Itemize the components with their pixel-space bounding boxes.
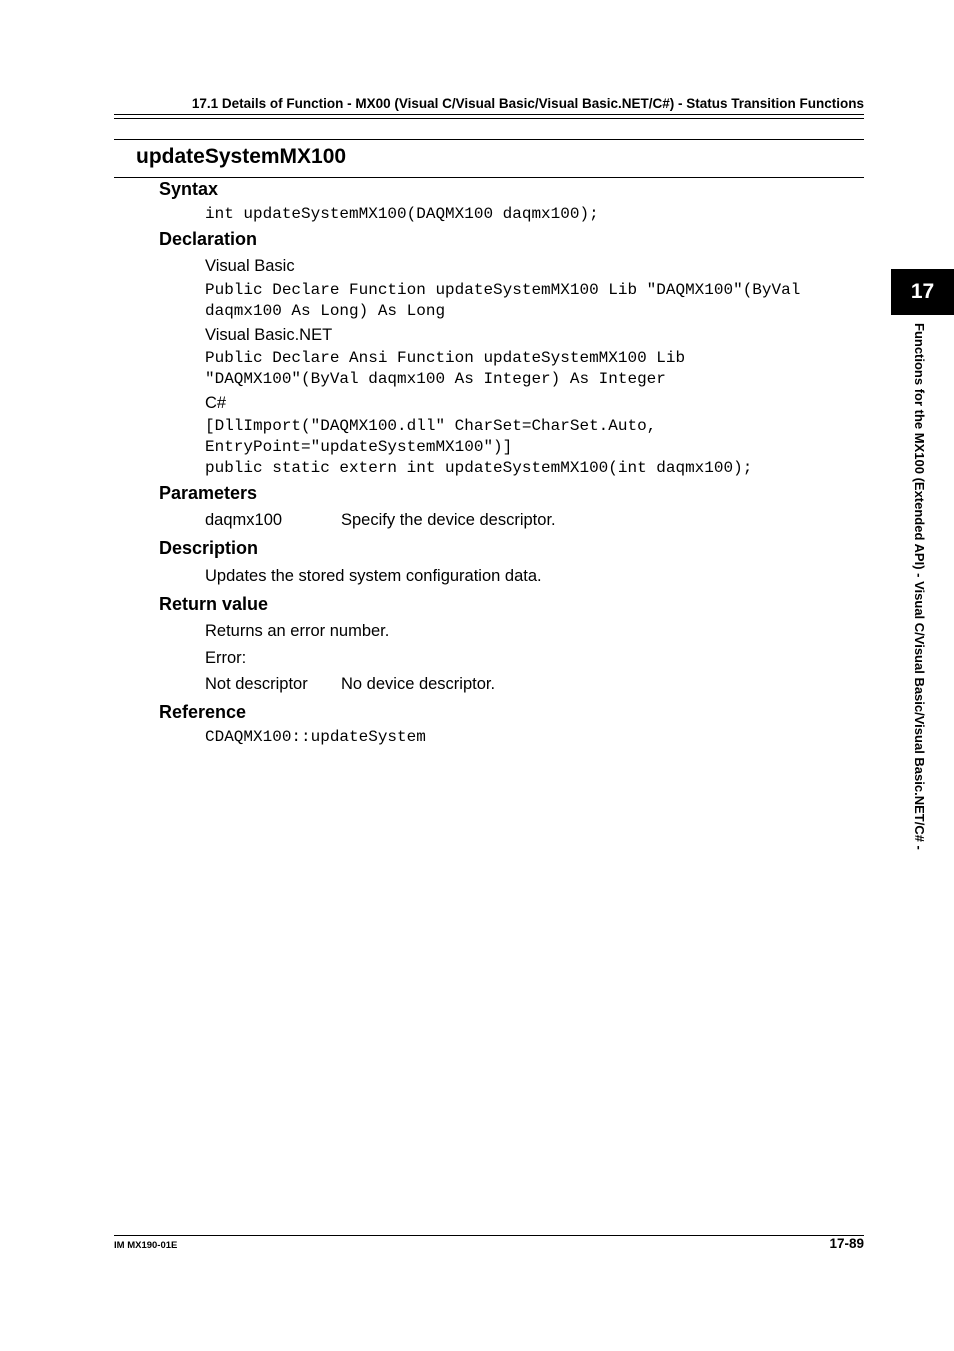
parameter-description: Specify the device descriptor. <box>341 511 556 529</box>
declaration-heading: Declaration <box>159 229 258 249</box>
vb-code-line-1: Public Declare Function updateSystemMX100 Lib "DAQMX100"(ByVal <box>205 281 801 299</box>
footer-page-number: 17-89 <box>829 1236 864 1251</box>
cs-label: C# <box>205 394 227 412</box>
parameter-name: daqmx100 <box>205 511 283 529</box>
footer-doc-id: IM MX190-01E <box>114 1240 178 1251</box>
description-heading: Description <box>159 538 259 558</box>
error-description: No device descriptor. <box>341 675 496 693</box>
cs-code-line-1: [DllImport("DAQMX100.dll" CharSet=CharSet.Auto, <box>205 417 657 435</box>
vb-code-line-2: daqmx100 As Long) As Long <box>205 302 446 320</box>
title-rule-bottom <box>114 177 864 178</box>
chapter-side-title: Functions for the MX100 (Extended API) - Visual C/Visual Basic/Visual Basic.NET/C# - <box>912 323 927 850</box>
reference-heading: Reference <box>159 702 247 722</box>
title-rule-top <box>114 139 864 140</box>
parameters-heading: Parameters <box>159 483 258 503</box>
syntax-code: int updateSystemMX100(DAQMX100 daqmx100); <box>205 205 599 223</box>
error-label: Error: <box>205 649 247 667</box>
syntax-heading: Syntax <box>159 179 219 199</box>
vbnet-label: Visual Basic.NET <box>205 326 333 344</box>
error-name: Not descriptor <box>205 675 308 693</box>
cs-code-line-3: public static extern int updateSystemMX100(int daqmx100); <box>205 459 753 477</box>
running-header: 17.1 Details of Function - MX00 (Visual C/Visual Basic/Visual Basic.NET/C#) - Status Transition Functions <box>191 96 864 111</box>
vbnet-code-line-1: Public Declare Ansi Function updateSystemMX100 Lib <box>205 349 686 367</box>
return-value-heading: Return value <box>159 594 269 614</box>
header-rule-top <box>114 114 864 115</box>
vb-label: Visual Basic <box>205 257 295 275</box>
cs-code-line-2: EntryPoint="updateSystemMX100")] <box>205 438 513 456</box>
function-title: updateSystemMX100 <box>136 145 347 168</box>
vbnet-code-line-2: "DAQMX100"(ByVal daqmx100 As Integer) As Integer <box>205 370 666 388</box>
reference-code: CDAQMX100::updateSystem <box>205 728 426 746</box>
description-text: Updates the stored system configuration data. <box>205 567 542 585</box>
return-value-text: Returns an error number. <box>205 622 390 640</box>
chapter-tab: 17 <box>891 269 954 315</box>
header-rule-bottom <box>114 118 864 119</box>
